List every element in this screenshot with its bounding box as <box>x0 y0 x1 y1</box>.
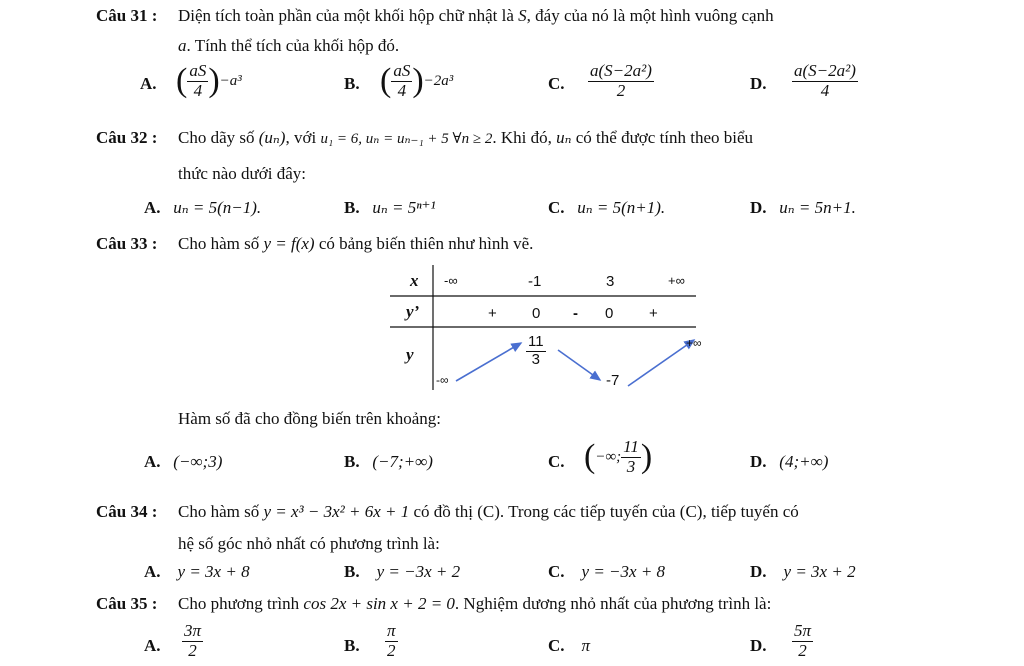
q35-option-d[interactable]: D. <box>750 636 767 655</box>
table-y-label: y <box>406 345 414 364</box>
q31-option-a-math: ( $\frac{aS}{4}$ )−a³ <box>176 61 242 100</box>
question-33-stem: Cho hàm số y = f(x) có bảng biến thiên như hình vẽ. <box>178 234 534 253</box>
option-letter: C. <box>548 74 565 93</box>
table-x-val-0: -∞ <box>444 273 458 288</box>
question-33-label: Câu 33 : <box>96 234 158 253</box>
table-x-val-1: -1 <box>528 273 542 290</box>
table-sign-0: + <box>488 305 497 322</box>
question-31-stem-line1: Diện tích toàn phần của một khối hộp chữ nhật là S, đáy của nó là một hình vuông cạnh <box>178 6 774 25</box>
arrow-up-1 <box>456 343 521 381</box>
question-34-stem-line2: hệ số góc nhỏ nhất có phương trình là: <box>178 534 440 553</box>
arrow-up-2 <box>628 340 694 386</box>
q35-option-a-math: $\frac{3\pi}{2}$ <box>184 621 202 660</box>
table-yprime-label: y’ <box>406 302 420 321</box>
question-34-stem-line1: Cho hàm số y = x³ − 3x² + 6x + 1 có đồ thị (C). Trong các tiếp tuyến của (C), tiếp tuyến có <box>178 502 799 521</box>
option-letter: B. <box>344 74 360 93</box>
table-x-val-2: 3 <box>606 273 615 290</box>
question-32-stem-line2: thức nào dưới đây: <box>178 164 306 183</box>
table-y-min: -7 <box>606 372 620 389</box>
table-x-val-3: +∞ <box>668 273 685 288</box>
q32-option-c[interactable]: C. uₙ = 5(n+1). <box>548 198 666 217</box>
option-letter: A. <box>140 74 157 93</box>
q35-option-b-math: $\frac{\pi}{2}$ <box>387 621 396 660</box>
question-35-stem: Cho phương trình cos 2x + sin x + 2 = 0. Nghiệm dương nhỏ nhất của phương trình là: <box>178 594 772 613</box>
option-letter: D. <box>750 74 767 93</box>
q32-option-a[interactable]: A. uₙ = 5(n−1). <box>144 198 262 217</box>
question-31-stem-line2: a. Tính thể tích của khối hộp đó. <box>178 36 400 55</box>
table-sign-2: - <box>573 305 578 322</box>
q32-option-b[interactable]: B. uₙ = 5ⁿ⁺¹ <box>344 198 436 217</box>
q35-option-b[interactable]: B. <box>344 636 360 655</box>
question-32-label: Câu 32 : <box>96 128 158 147</box>
q34-option-d[interactable]: D. y = 3x + 2 <box>750 562 856 581</box>
q32-option-d[interactable]: D. uₙ = 5n+1. <box>750 198 856 217</box>
question-32-stem-line1: Cho dãy số (uₙ), với u₁ = 6, uₙ = uₙ₋₁ + 5 ∀n ≥ 2. Khi đó, uₙ có thể được tính theo biểu <box>178 128 754 147</box>
question-34-label: Câu 34 : <box>96 502 158 521</box>
q33-option-a[interactable]: A. (−∞;3) <box>144 452 223 471</box>
table-sign-4: + <box>649 305 658 322</box>
q31-option-c-math: $\frac{\text{a(S−2a²)}}{2}$ <box>590 61 652 100</box>
q33-option-c[interactable]: C. <box>548 452 565 471</box>
question-35 <box>96 594 157 614</box>
q33-option-d[interactable]: D. (4;+∞) <box>750 452 829 471</box>
table-y-plus-inf: +∞ <box>686 336 702 350</box>
question-31-label: Câu 31 : <box>96 6 158 25</box>
table-x-label: x <box>410 271 419 290</box>
table-y-minus-inf: -∞ <box>436 373 449 387</box>
table-y-max: $\frac{11}{3}$ <box>528 333 544 368</box>
q31-option-d-math: $\frac{\text{a(S−2a²)}}{4}$ <box>794 61 856 100</box>
question-34 <box>96 502 157 522</box>
q31-option-b-math: ( $\frac{aS}{4}$ )−2a³ <box>380 61 454 100</box>
arrow-down <box>558 350 600 380</box>
question-33-ask: Hàm số đã cho đồng biến trên khoảng: <box>178 409 441 428</box>
q34-option-c[interactable]: C. y = −3x + 8 <box>548 562 666 581</box>
q33-option-b[interactable]: B. (−7;+∞) <box>344 452 433 471</box>
q35-option-c[interactable]: C. π <box>548 636 591 655</box>
table-sign-1: 0 <box>532 305 541 322</box>
q34-option-a[interactable]: A. y = 3x + 8 <box>144 562 250 581</box>
q35-option-a[interactable]: A. <box>144 636 161 655</box>
q33-option-c-math: (−∞; $\frac{11}{3}$ ) <box>584 437 653 476</box>
q35-option-d-math: $\frac{5\pi}{2}$ <box>794 621 812 660</box>
question-35-label: Câu 35 : <box>96 594 158 613</box>
table-sign-3: 0 <box>605 305 614 322</box>
q34-option-b[interactable]: B. y = −3x + 2 <box>344 562 461 581</box>
